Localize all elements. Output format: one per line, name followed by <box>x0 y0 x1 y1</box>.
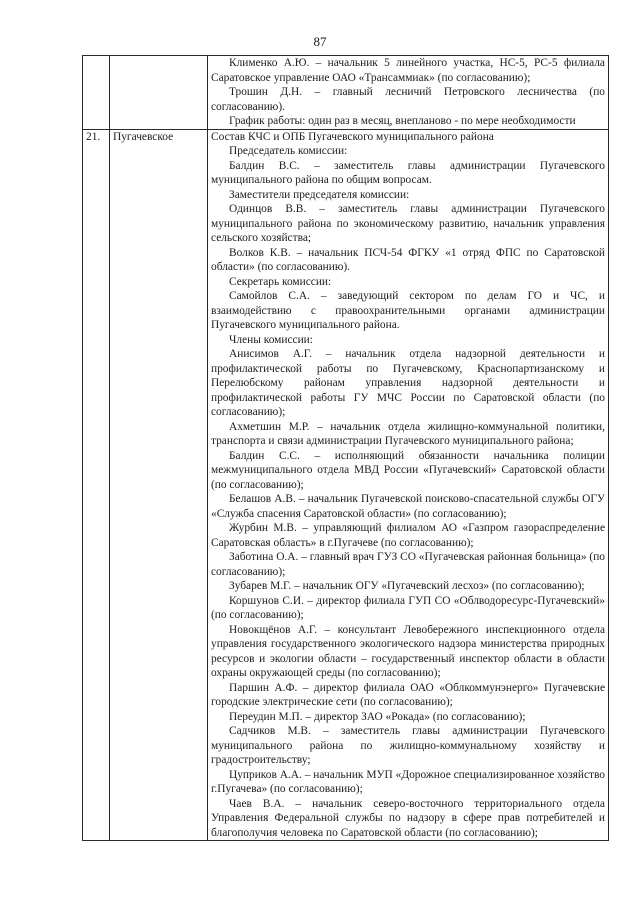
row-number-cell <box>83 56 110 130</box>
member-entry: Паршин А.Ф. – директор филиала ОАО «Облкоммунэнерго» Пугачевские городские электрические сети (по согласованию); <box>211 681 605 708</box>
member-entry: Новокщёнов А.Г. – консультант Левобережного инспекционного отдела управления государственного экологического надзора министерства природных ресурсов и экологии области – государственный инспектор области в области охраны окружающей среды (по согласованию); <box>211 623 605 679</box>
member-entry: Цуприков А.А. – начальник МУП «Дорожное специализированное хозяйство г.Пугачева» (по согласованию); <box>211 768 605 795</box>
composition-cell <box>208 129 609 841</box>
member-entry: Трошин Д.Н. – главный лесничий Петровского лесничества (по согласованию). <box>211 86 605 113</box>
member-entry: Клименко А.Ю. – начальник 5 линейного участка, НС-5, РС-5 филиала Саратовское управление ОАО «Трансаммиак» (по согласованию); <box>211 57 605 84</box>
member-entry: Самойлов С.А. – заведующий сектором по делам ГО и ЧС, и взаимодействию с правоохранительными органами администрации Пугачевского муниципального района. <box>211 290 605 331</box>
member-entry: Ахметшин М.Р. – начальник отдела жилищно-коммунальной политики, транспорта и связи администрации Пугачевского муниципального района; <box>211 420 605 447</box>
composition-cell <box>208 56 609 130</box>
member-entry: Волков К.В. – начальник ПСЧ-54 ФГКУ «1 отряд ФПС по Саратовской области» (по согласованию). <box>211 246 605 273</box>
member-entry: Зубарев М.Г. – начальник ОГУ «Пугачевский лесхоз» (по согласованию); <box>229 580 585 592</box>
table-row-pugachevskoe <box>83 129 609 841</box>
section-title-deputies: Заместители председателя комиссии: <box>229 188 410 201</box>
member-entry: Чаев В.А. – начальник северо-восточного территориального отдела Управления Федеральной службы по надзору в сфере прав потребителей и благополучия человека по Саратовской области (по согласованию); <box>211 797 605 839</box>
district-cell <box>110 56 208 130</box>
composition-heading: Состав КЧС и ОПБ Пугачевского муниципального района <box>211 130 494 143</box>
row-number-cell: 21. <box>83 129 110 841</box>
member-entry: Коршунов С.И. – директор филиала ГУП СО «Облводоресурс-Пугачевский» (по согласованию); <box>211 594 605 621</box>
page-number: 87 <box>313 34 327 49</box>
commission-table <box>82 55 609 841</box>
member-entry: Анисимов А.Г. – начальник отдела надзорной деятельности и профилактической работы по Пугачевскому, Краснопартизанскому и Перелюбскому районам управления надзорной деятельности и профилактической работы ГУ МЧС России по Саратовской области (по согласованию); <box>211 348 605 418</box>
district-cell: Пугачевское <box>110 129 208 841</box>
section-title-members: Члены комиссии: <box>229 333 313 346</box>
table-row-continued <box>83 56 609 130</box>
member-entry: Одинцов В.В. – заместитель главы администрации Пугачевского муниципального района по экономическому развитию, начальник управления сельского хозяйства; <box>211 203 605 244</box>
member-entry: Белашов А.В. – начальник Пугачевской поисково-спасательной службы ОГУ «Служба спасения Саратовской области» (по согласованию); <box>211 493 605 520</box>
member-entry: Заботина О.А. – главный врач ГУЗ СО «Пугачевская районная больница» (по согласованию); <box>211 551 605 578</box>
member-entry: Балдин В.С. – заместитель главы администрации Пугачевского муниципального района по общим вопросам. <box>211 159 605 186</box>
member-entry: Журбин М.В. – управляющий филиалом АО «Газпром газораспределение Саратовская область» в г.Пугачеве (по согласованию); <box>211 522 605 549</box>
schedule-note: График работы: один раз в месяц, внепланово - по мере необходимости <box>229 115 576 127</box>
section-title-chairman: Председатель комиссии: <box>229 145 348 157</box>
member-entry: Садчиков М.В. – заместитель главы администрации Пугачевского муниципального района по жилищно-коммунальному хозяйству и градостроительству; <box>211 725 605 766</box>
member-entry: Переудин М.П. – директор ЗАО «Рокада» (по согласованию); <box>229 710 526 723</box>
member-entry: Балдин С.С. – исполняющий обязанности начальника полиции межмуниципального отдела МВД России «Пугачевский» Саратовской области (по согласованию); <box>211 449 605 491</box>
section-title-secretary: Секретарь комиссии: <box>229 275 332 288</box>
